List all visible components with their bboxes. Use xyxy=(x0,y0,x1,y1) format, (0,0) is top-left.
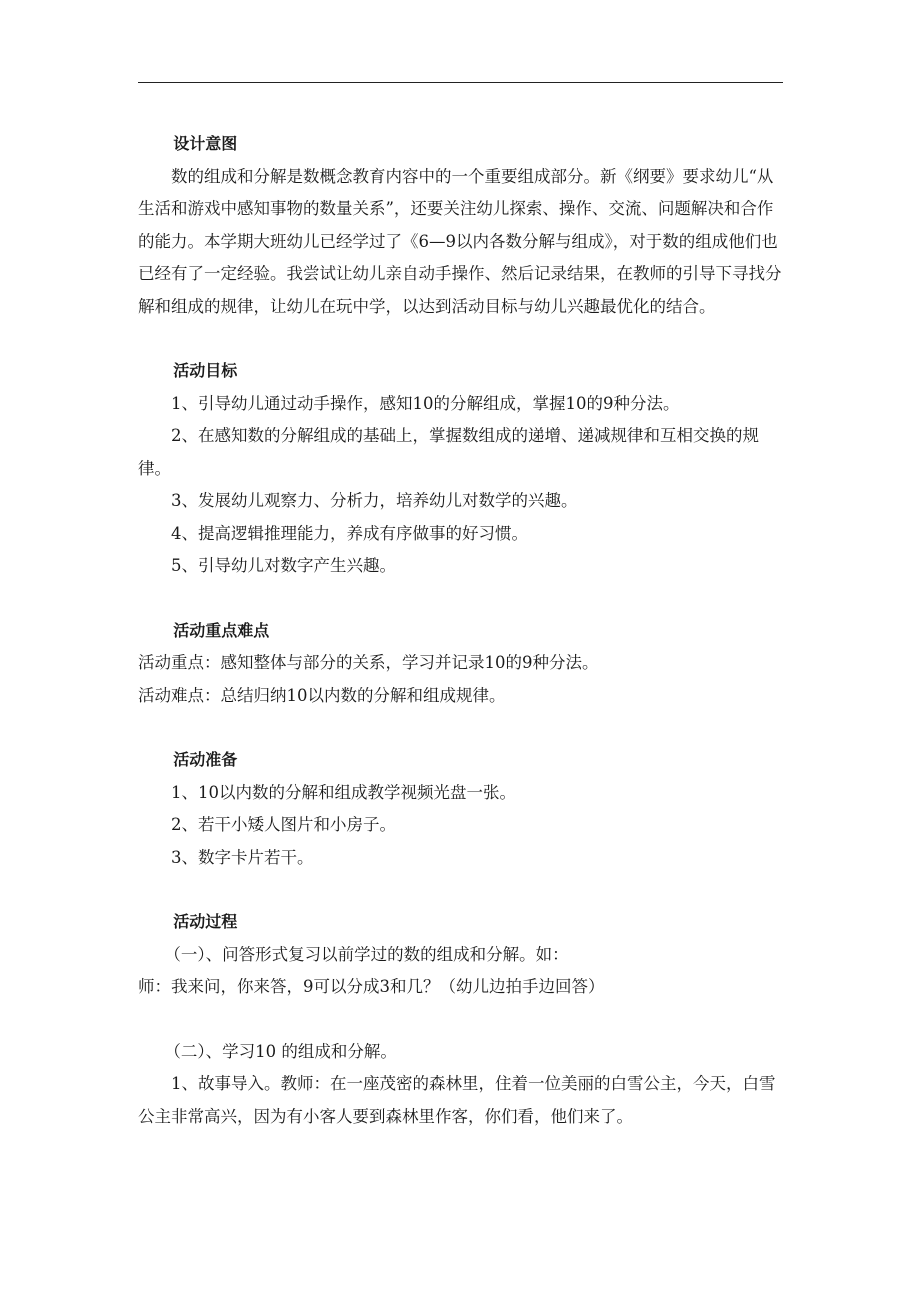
process-step1-dialog: 师：我来问，你来答，9可以分成3和几？（幼儿边拍手边回答） xyxy=(138,977,605,996)
goal-item: 3、发展幼儿观察力、分析力，培养幼儿对数学的兴趣。 xyxy=(171,491,578,510)
spacer xyxy=(138,1004,786,1036)
prep-item: 1、10以内数的分解和组成教学视频光盘一张。 xyxy=(171,782,516,802)
design-heading: 设计意图 xyxy=(173,134,238,153)
prep-heading: 活动准备 xyxy=(173,750,238,769)
process-step2: （二）、学习10 的组成和分解。 xyxy=(164,1041,397,1061)
design-paragraph: 数的组成和分解是数概念教育内容中的一个重要组成部分。新《纲要》要求幼儿“从生活和游戏中感知事物的数量关系”，还要关注幼儿探索、操作、交流、问题解决和合作的能力。本学期大班幼儿已经学过了《6—9以内各数分解与组成》，对于数的组成他们也已经有了一定经验。我尝试让幼儿亲自动手操作、然后记录结果，在教师的引导下寻找分解和组成的规律，让幼儿在玩中学，以达到活动目标与幼儿兴趣最优化的结合。 xyxy=(138,166,782,316)
keypoint-key: 活动重点：感知整体与部分的关系，学习并记录10的9种分法。 xyxy=(138,653,599,672)
spacer xyxy=(138,583,786,615)
prep-item: 2、若干小矮人图片和小房子。 xyxy=(171,815,396,834)
keypoints-heading: 活动重点难点 xyxy=(173,620,270,640)
keypoint-difficult: 活动难点：总结归纳10以内数的分解和组成规律。 xyxy=(138,685,506,705)
goals-heading: 活动目标 xyxy=(173,361,238,380)
process-step1: （一）、问答形式复习以前学过的数的组成和分解。如： xyxy=(164,944,569,964)
spacer xyxy=(138,712,786,744)
process-step2-story: 1、故事导入。教师：在一座茂密的森林里，住着一位美丽的白雪公主，今天，白雪公主非常高兴，因为有小客人要到森林里作客，你们看，他们来了。 xyxy=(138,1074,776,1126)
goal-item: 1、引导幼儿通过动手操作，感知10的分解组成，掌握10的9种分法。 xyxy=(171,393,680,413)
spacer xyxy=(138,874,786,906)
goal-item: 4、提高逻辑推理能力，养成有序做事的好习惯。 xyxy=(171,523,528,543)
goal-item: 5、引导幼儿对数字产生兴趣。 xyxy=(171,556,396,575)
process-heading: 活动过程 xyxy=(173,912,238,931)
header-rule xyxy=(138,82,783,83)
prep-item: 3、数字卡片若干。 xyxy=(171,847,314,867)
spacer xyxy=(138,323,786,355)
document-body xyxy=(138,128,786,1133)
goal-item: 2、在感知数的分解组成的基础上，掌握数组成的递增、递减规律和互相交换的规律。 xyxy=(138,426,759,478)
